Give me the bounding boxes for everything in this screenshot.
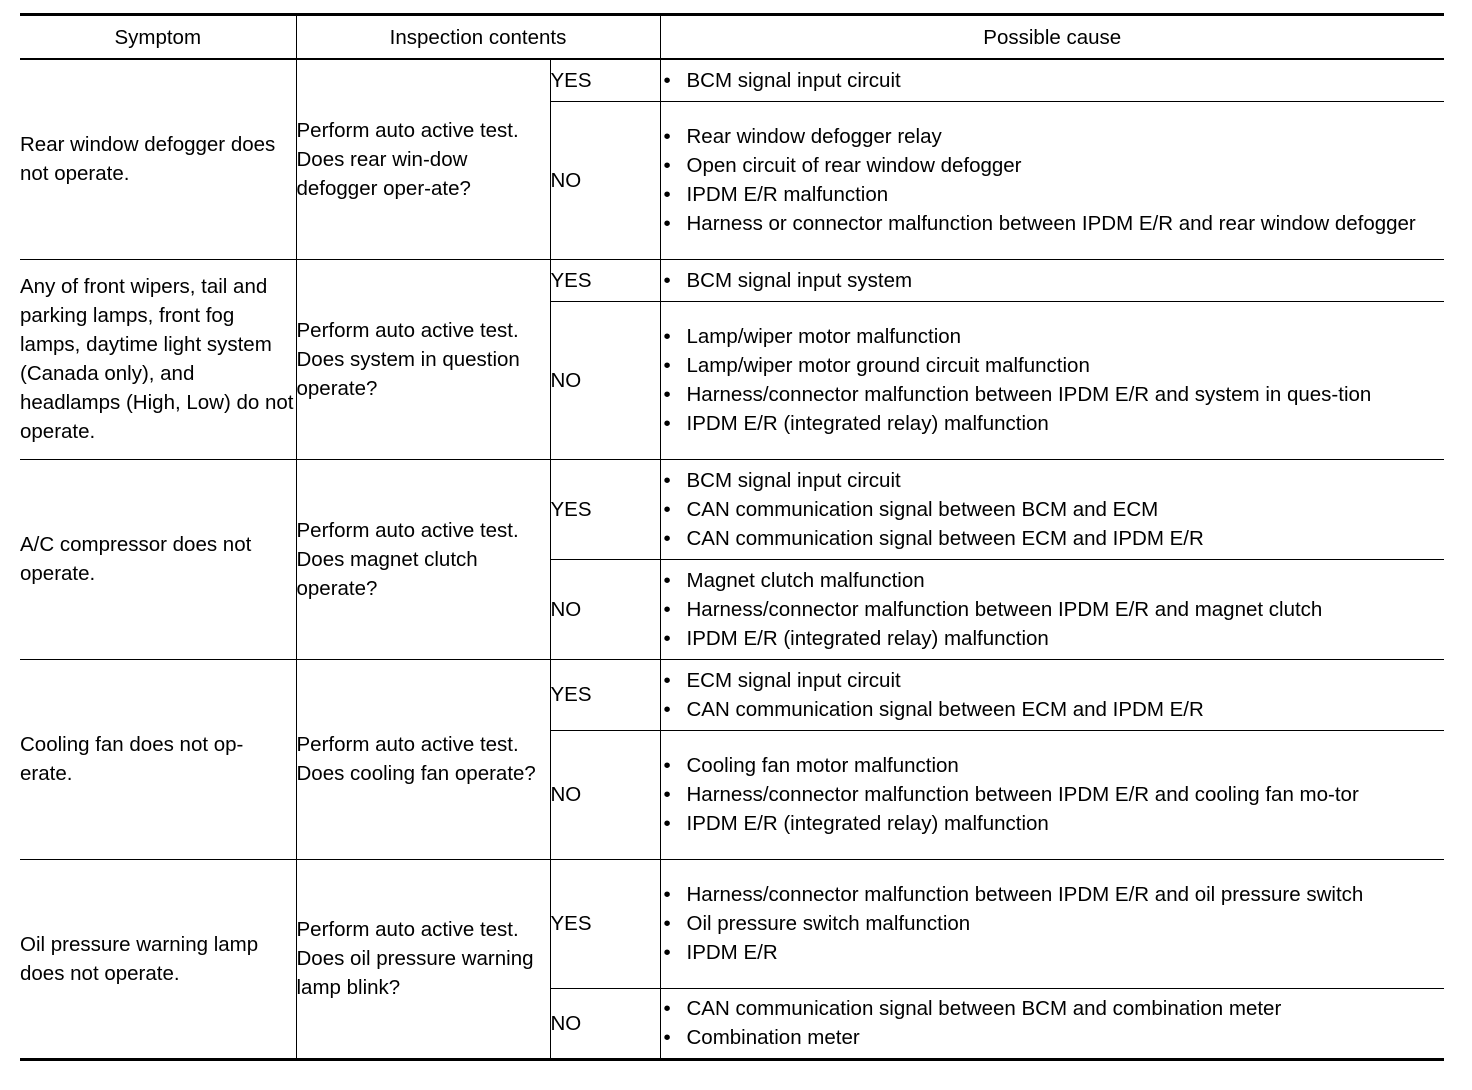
result-no: NO [550,730,660,859]
cause-cell [660,101,1444,259]
symptom-cell: Oil pressure warning lamp does not operate. [20,859,296,1059]
cause-cell [660,988,1444,1059]
list-item: • BCM signal input circuit [661,466,1445,495]
cause-list [661,566,1445,653]
list-item: • Harness/connector malfunction between IPDM E/R and system in ques-tion [661,380,1445,409]
list-item: • Rear window defogger relay [661,122,1445,151]
result-yes: YES [550,259,660,301]
cause-list [661,751,1445,838]
header-symptom: Symptom [20,15,296,60]
list-item: • Open circuit of rear window defogger [661,151,1445,180]
cause-cell [660,659,1444,730]
cause-cell [660,301,1444,459]
cause-list [661,466,1445,553]
result-yes: YES [550,59,660,101]
list-item: • CAN communication signal between BCM and ECM [661,495,1445,524]
list-item: • Cooling fan motor malfunction [661,751,1445,780]
list-item: • BCM signal input circuit [661,66,1445,95]
list-item: • Harness/connector malfunction between IPDM E/R and magnet clutch [661,595,1445,624]
result-yes: YES [550,459,660,559]
symptom-cell: Rear window defogger does not operate. [20,59,296,259]
symptom-cell: A/C compressor does not operate. [20,459,296,659]
list-item: • Magnet clutch malfunction [661,566,1445,595]
list-item: • Lamp/wiper motor ground circuit malfunction [661,351,1445,380]
cause-cell [660,459,1444,559]
symptom-cell: Any of front wipers, tail and parking lamps, front fog lamps, daytime light system (Canada only), and headlamps (High, Low) do not operate. [20,259,296,459]
inspection-cell: Perform auto active test. Does oil pressure warning lamp blink? [296,859,550,1059]
cause-cell [660,559,1444,659]
result-yes: YES [550,859,660,988]
result-no: NO [550,301,660,459]
inspection-cell: Perform auto active test. Does cooling fan operate? [296,659,550,859]
list-item: • Harness/connector malfunction between IPDM E/R and cooling fan mo-tor [661,780,1445,809]
list-item: • ECM signal input circuit [661,666,1445,695]
result-yes: YES [550,659,660,730]
cause-list [661,66,1445,95]
list-item: • Oil pressure switch malfunction [661,909,1445,938]
symptom-cell: Cooling fan does not op-erate. [20,659,296,859]
list-item: • CAN communication signal between BCM and combination meter [661,994,1445,1023]
cause-list [661,666,1445,724]
list-item: • IPDM E/R (integrated relay) malfunction [661,624,1445,653]
result-no: NO [550,988,660,1059]
list-item: • CAN communication signal between ECM and IPDM E/R [661,695,1445,724]
cause-cell [660,859,1444,988]
list-item: • IPDM E/R malfunction [661,180,1445,209]
table-row [20,659,1444,730]
table-row [20,59,1444,101]
list-item: • CAN communication signal between ECM and IPDM E/R [661,524,1445,553]
header-cause: Possible cause [660,15,1444,60]
cause-list [661,266,1445,295]
result-no: NO [550,101,660,259]
cause-list [661,322,1445,438]
table-row [20,459,1444,559]
inspection-cell: Perform auto active test. Does rear win-dow defogger oper-ate? [296,59,550,259]
list-item: • IPDM E/R [661,938,1445,967]
cause-list [661,994,1445,1052]
diagnosis-table [20,13,1444,1061]
list-item: • Combination meter [661,1023,1445,1052]
inspection-cell: Perform auto active test. Does system in question operate? [296,259,550,459]
list-item: • Harness/connector malfunction between IPDM E/R and oil pressure switch [661,880,1445,909]
table-row [20,259,1444,301]
cause-cell [660,59,1444,101]
header-inspection: Inspection contents [296,15,660,60]
list-item: • IPDM E/R (integrated relay) malfunction [661,809,1445,838]
list-item: • Harness or connector malfunction between IPDM E/R and rear window defogger [661,209,1445,238]
list-item: • Lamp/wiper motor malfunction [661,322,1445,351]
header-row [20,15,1444,60]
cause-list [661,880,1445,967]
inspection-cell: Perform auto active test. Does magnet clutch operate? [296,459,550,659]
list-item: • BCM signal input system [661,266,1445,295]
list-item: • IPDM E/R (integrated relay) malfunction [661,409,1445,438]
table-row [20,859,1444,988]
result-no: NO [550,559,660,659]
cause-list [661,122,1445,238]
cause-cell [660,730,1444,859]
cause-cell [660,259,1444,301]
